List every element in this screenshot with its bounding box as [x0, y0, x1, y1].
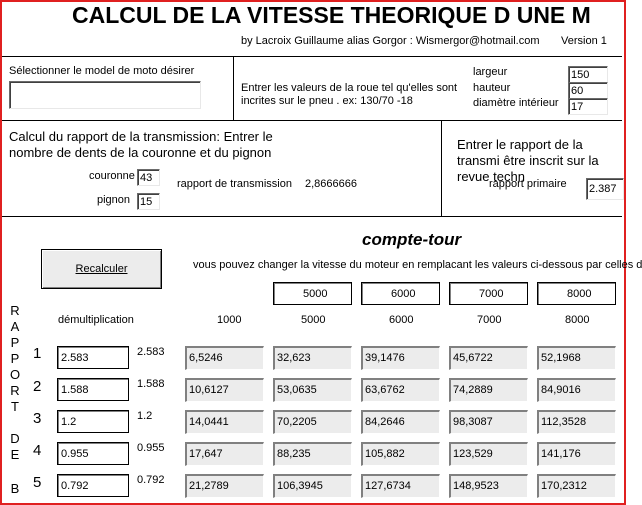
- largeur-input[interactable]: 150: [568, 66, 608, 83]
- rpm-header-5000: 5000: [301, 314, 326, 326]
- speed-cell: 21,2789: [185, 474, 264, 498]
- divider: [233, 56, 234, 120]
- letter: R: [10, 303, 20, 318]
- page-title: CALCUL DE LA VITESSE THEORIQUE D UNE M: [72, 2, 591, 28]
- transmission-instructions: Calcul du rapport de la transmission: Entrer le nombre de dents de la couronne et du pignon: [9, 129, 273, 160]
- gear-number: 3: [33, 410, 42, 427]
- gear-number: 1: [33, 345, 42, 362]
- recalculer-button[interactable]: Recalculer: [41, 249, 162, 289]
- speed-cell: 53,0635: [273, 378, 352, 402]
- letter: O: [9, 367, 21, 382]
- divider: [2, 216, 622, 217]
- speed-cell: 88,235: [273, 442, 352, 466]
- speed-cell: 14,0441: [185, 410, 264, 434]
- rpm-header-7000: 7000: [477, 314, 502, 326]
- letter: A: [10, 319, 20, 334]
- speed-cell: 106,3945: [273, 474, 352, 498]
- rapport-primaire-label: rapport primaire: [489, 178, 567, 190]
- pignon-label: pignon: [97, 194, 131, 206]
- wheel-instructions: Entrer les valeurs de la roue tel qu'elles sont incrites sur le pneu . ex: 130/70 -18: [241, 82, 458, 107]
- gear-ratio-input[interactable]: 1.588: [57, 378, 129, 401]
- speed-cell: 170,2312: [537, 474, 616, 498]
- gear-ratio-input[interactable]: 0.792: [57, 474, 129, 497]
- couronne-label: couronne: [89, 170, 135, 182]
- rpm-header-6000: 6000: [389, 314, 414, 326]
- letter: T: [11, 399, 19, 414]
- rpm-input-4[interactable]: 8000: [537, 282, 616, 305]
- speed-cell: 148,9523: [449, 474, 528, 498]
- rapport-transmission-label: rapport de transmission: [177, 178, 292, 190]
- speed-cell: 39,1476: [361, 346, 440, 370]
- divider: [441, 120, 442, 216]
- gear-ratio-value: 0.955: [137, 442, 165, 454]
- speed-cell: 112,3528: [537, 410, 616, 434]
- speed-cell: 74,2889: [449, 378, 528, 402]
- speed-cell: 10,6127: [185, 378, 264, 402]
- gear-ratio-input[interactable]: 1.2: [57, 410, 129, 433]
- letter: P: [10, 351, 20, 366]
- diametre-input[interactable]: 17: [568, 98, 608, 115]
- divider: [2, 120, 622, 121]
- gear-ratio-value: 1.2: [137, 410, 153, 422]
- rpm-header-1000: 1000: [217, 314, 242, 326]
- diametre-label: diamètre intérieur: [473, 97, 559, 109]
- gear-ratio-value: 2.583: [137, 346, 165, 358]
- couronne-input[interactable]: 43: [137, 169, 160, 186]
- letter: P: [10, 335, 20, 350]
- letter: B: [10, 481, 20, 496]
- speed-cell: 127,6734: [361, 474, 440, 498]
- speed-cell: 84,9016: [537, 378, 616, 402]
- letter: E: [10, 447, 20, 462]
- rapport-transmission-value: 2,8666666: [305, 178, 357, 190]
- speed-cell: 70,2205: [273, 410, 352, 434]
- speed-cell: 45,6722: [449, 346, 528, 370]
- gear-number: 5: [33, 474, 42, 491]
- gear-ratio-value: 1.588: [137, 378, 165, 390]
- letter: D: [10, 431, 20, 446]
- gear-number: 2: [33, 378, 42, 395]
- rpm-header-8000: 8000: [565, 314, 590, 326]
- speed-cell: 32,623: [273, 346, 352, 370]
- rpm-input-1[interactable]: 5000: [273, 282, 352, 305]
- rpm-input-3[interactable]: 7000: [449, 282, 528, 305]
- demultiplication-label: démultiplication: [58, 314, 134, 326]
- gear-ratio-value: 0.792: [137, 474, 165, 486]
- speed-cell: 105,882: [361, 442, 440, 466]
- speed-cell: 141,176: [537, 442, 616, 466]
- gear-ratio-input[interactable]: 2.583: [57, 346, 129, 369]
- letter: R: [10, 383, 20, 398]
- speed-cell: 98,3087: [449, 410, 528, 434]
- rpm-hint: vous pouvez changer la vitesse du moteur en remplacant les valeurs ci-dessous par celles d: [193, 259, 642, 271]
- gear-number: 4: [33, 442, 42, 459]
- speed-cell: 84,2646: [361, 410, 440, 434]
- divider: [2, 56, 622, 57]
- largeur-label: largeur: [473, 66, 508, 78]
- rpm-input-2[interactable]: 6000: [361, 282, 440, 305]
- version-label: Version 1: [561, 35, 607, 47]
- author-credit: by Lacroix Guillaume alias Gorgor : Wismergor@hotmail.com: [241, 35, 540, 47]
- speed-cell: 63,6762: [361, 378, 440, 402]
- gear-ratio-input[interactable]: 0.955: [57, 442, 129, 465]
- model-label: Sélectionner le model de moto désirer: [9, 65, 195, 77]
- hauteur-label: hauteur: [473, 82, 511, 94]
- pignon-input[interactable]: 15: [137, 193, 160, 210]
- speed-cell: 52,1968: [537, 346, 616, 370]
- rapport-primaire-input[interactable]: 2.387: [586, 178, 624, 200]
- compte-tour-title: compte-tour: [362, 230, 462, 249]
- model-input[interactable]: [9, 81, 201, 109]
- speed-cell: 17,647: [185, 442, 264, 466]
- hauteur-input[interactable]: 60: [568, 82, 608, 99]
- primary-instructions: Entrer le rapport de la transmi être inscrit sur la revue techn: [457, 137, 599, 184]
- speed-cell: 123,529: [449, 442, 528, 466]
- speed-cell: 6,5246: [185, 346, 264, 370]
